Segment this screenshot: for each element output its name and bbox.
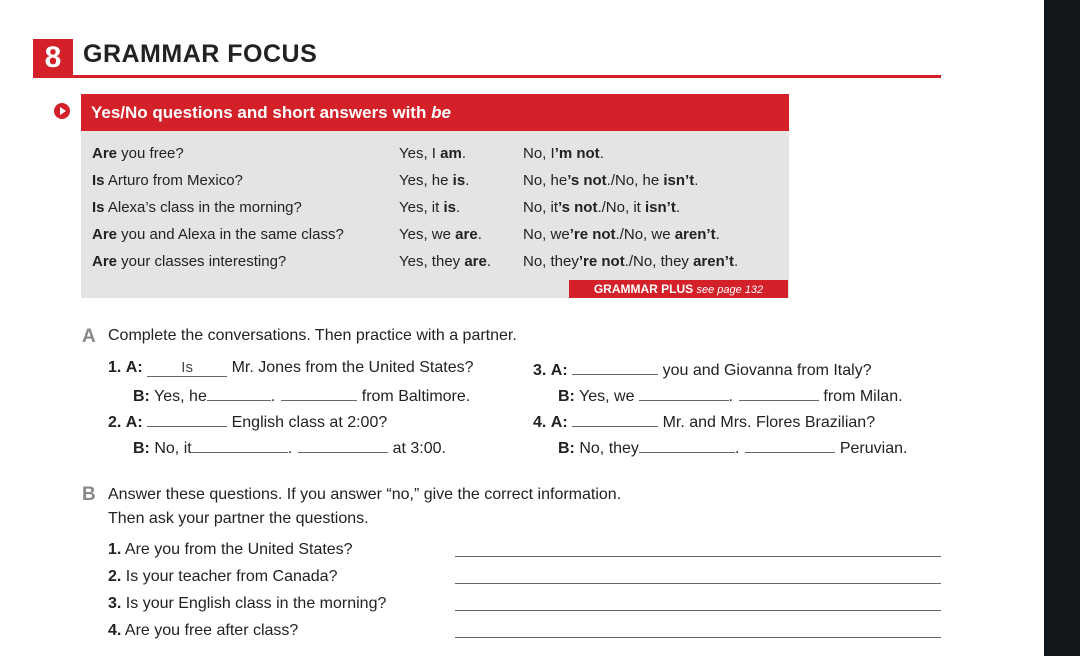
speaker-a: A: bbox=[550, 414, 568, 431]
speaker-a: A: bbox=[550, 362, 568, 379]
exercise-a-letter: A bbox=[82, 326, 96, 347]
conv3-blank-2[interactable] bbox=[739, 383, 819, 401]
conv4-blank-a[interactable] bbox=[572, 409, 658, 427]
conv3-b-end: from Milan. bbox=[823, 388, 903, 405]
speaker-b: B: bbox=[558, 440, 575, 457]
conv2-blank-1[interactable] bbox=[192, 435, 288, 453]
answer-line[interactable] bbox=[455, 637, 941, 638]
conv3-number: 3. bbox=[533, 362, 547, 379]
period: . bbox=[734, 440, 740, 457]
grammar-yes-answer: Yes, they are. bbox=[399, 253, 492, 270]
conv4-line-b bbox=[558, 435, 907, 457]
conv3-blank-a[interactable] bbox=[572, 357, 658, 375]
grammar-question: Are you free? bbox=[92, 145, 184, 162]
answer-line[interactable] bbox=[455, 610, 941, 611]
grammar-box bbox=[81, 94, 789, 298]
conv1-blank-filled[interactable]: Is bbox=[147, 359, 227, 377]
period: . bbox=[728, 388, 733, 405]
conv1-b-start: Yes, he bbox=[154, 388, 207, 405]
answer-line[interactable] bbox=[455, 583, 941, 584]
dark-edge bbox=[1044, 0, 1080, 656]
conv4-line-a bbox=[533, 409, 875, 431]
audio-play-icon[interactable] bbox=[54, 103, 70, 119]
grammar-yes-answer: Yes, I am. bbox=[399, 145, 466, 162]
conv1-b-end: from Baltimore. bbox=[361, 388, 471, 405]
grammar-no-answer: No, he’s not./No, he isn’t. bbox=[523, 172, 699, 189]
exercise-a-instruction: Complete the conversations. Then practice with a partner. bbox=[108, 327, 517, 344]
conv3-a-text: you and Giovanna from Italy? bbox=[662, 362, 872, 379]
conv2-b-end: at 3:00. bbox=[392, 440, 446, 457]
exercise-b-question: 2. Is your teacher from Canada? bbox=[108, 568, 338, 585]
conv2-blank-a[interactable] bbox=[147, 409, 227, 427]
speaker-b: B: bbox=[133, 440, 150, 457]
exercise-b-question: 1. Are you from the United States? bbox=[108, 541, 353, 558]
exercise-b-instruction-1: Answer these questions. If you answer “no,” give the correct information. bbox=[108, 486, 622, 503]
exercise-b-letter: B bbox=[82, 484, 96, 505]
conv1-number: 1. bbox=[108, 359, 122, 376]
conv3-blank-1[interactable] bbox=[639, 383, 729, 401]
conv3-line-b bbox=[558, 383, 903, 405]
conv4-a-text: Mr. and Mrs. Flores Brazilian? bbox=[662, 414, 876, 431]
grammar-plus-label: GRAMMAR PLUS bbox=[593, 282, 694, 296]
section-rule bbox=[33, 75, 941, 78]
speaker-b: B: bbox=[558, 388, 575, 405]
grammar-question: Are you and Alexa in the same class? bbox=[92, 226, 344, 243]
conv3-line-a bbox=[533, 357, 872, 379]
speaker-a: A: bbox=[125, 359, 143, 376]
grammar-plus-ref: see page 132 bbox=[696, 284, 764, 296]
conv4-number: 4. bbox=[533, 414, 547, 431]
grammar-yes-answer: Yes, we are. bbox=[399, 226, 482, 243]
conv1-blank-2[interactable] bbox=[281, 383, 357, 401]
conv2-line-b bbox=[133, 435, 446, 457]
section-number-badge: 8 bbox=[33, 39, 73, 77]
conv3-b-start: Yes, we bbox=[579, 388, 635, 405]
conv4-b-start: No, they bbox=[579, 440, 639, 457]
conv1-blank-1[interactable] bbox=[207, 383, 271, 401]
grammar-question: Are your classes interesting? bbox=[92, 253, 287, 270]
answer-line[interactable] bbox=[455, 556, 941, 557]
conv2-b-start: No, it bbox=[154, 440, 192, 457]
conv1-a-text: Mr. Jones from the United States? bbox=[231, 359, 474, 376]
conv4-blank-2[interactable] bbox=[745, 435, 835, 453]
conv4-blank-1[interactable] bbox=[639, 435, 735, 453]
exercise-b-question: 3. Is your English class in the morning? bbox=[108, 595, 387, 612]
conv2-blank-2[interactable] bbox=[298, 435, 388, 453]
conv2-a-text: English class at 2:00? bbox=[231, 414, 388, 431]
conv2-line-a bbox=[108, 409, 387, 431]
speaker-b: B: bbox=[133, 388, 150, 405]
exercise-b-instruction-2: Then ask your partner the questions. bbox=[108, 510, 369, 527]
period: . bbox=[287, 440, 293, 457]
conv2-number: 2. bbox=[108, 414, 122, 431]
grammar-no-answer: No, they’re not./No, they aren’t. bbox=[523, 253, 739, 270]
conv1-line-a bbox=[108, 357, 473, 379]
grammar-plus-badge[interactable] bbox=[569, 280, 788, 298]
conv1-line-b bbox=[133, 383, 470, 405]
grammar-no-answer: No, I’m not. bbox=[523, 145, 604, 162]
conv4-b-end: Peruvian. bbox=[839, 440, 908, 457]
speaker-a: A: bbox=[125, 414, 143, 431]
grammar-box-heading bbox=[81, 94, 789, 131]
grammar-question: Is Arturo from Mexico? bbox=[92, 172, 243, 189]
grammar-yes-answer: Yes, he is. bbox=[399, 172, 470, 189]
period: . bbox=[270, 388, 276, 405]
grammar-no-answer: No, we’re not./No, we aren’t. bbox=[523, 226, 720, 243]
heading-text: Yes/No questions and short answers with bbox=[91, 103, 432, 122]
grammar-no-answer: No, it’s not./No, it isn’t. bbox=[523, 199, 680, 216]
grammar-question: Is Alexa’s class in the morning? bbox=[92, 199, 302, 216]
section-title: GRAMMAR FOCUS bbox=[83, 40, 318, 68]
heading-italic: be bbox=[431, 103, 451, 122]
grammar-yes-answer: Yes, it is. bbox=[399, 199, 461, 216]
exercise-b-question: 4. Are you free after class? bbox=[108, 622, 299, 639]
